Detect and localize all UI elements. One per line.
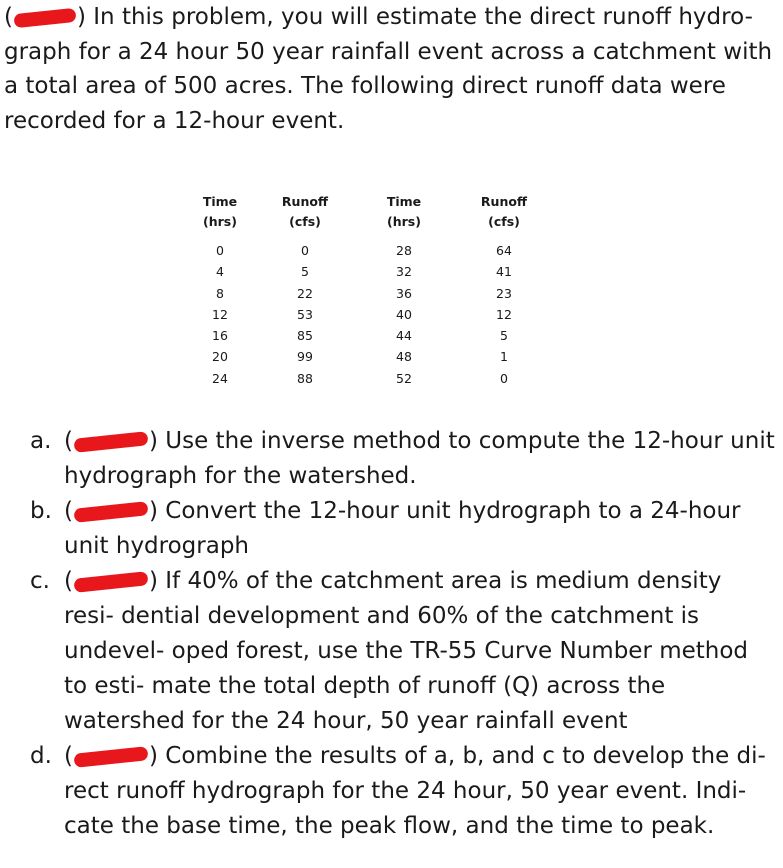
question-list bbox=[30, 424, 778, 844]
table-cell: 16 bbox=[212, 328, 228, 344]
question-body: ( ) Combine the results of a, b, and c to develop the di- rect runoff hydrograph for the 24 hour, 50 year event. Indi- cate the base time, the peak flow, and the time to peak. bbox=[64, 743, 766, 839]
table-cell: 0 bbox=[500, 370, 508, 386]
table-row bbox=[180, 346, 550, 367]
table-cell: 22 bbox=[297, 285, 313, 301]
question-body: ( ) If 40% of the catchment area is medium density resi- dential development and 60% of the catchment is undevel- oped forest, use the TR-55 Curve Number method to esti- mate the total depth of runoff (Q) across the watershed for the 24 hour, 50 year rainfall event bbox=[64, 568, 749, 734]
question-text: ) Use the inverse method to compute the 12-hour unit hydrograph for the watershed. bbox=[64, 428, 775, 489]
table-cell: 48 bbox=[396, 349, 412, 365]
redaction-mark bbox=[73, 501, 148, 523]
table-row bbox=[180, 261, 550, 282]
table-cell: 52 bbox=[396, 370, 412, 386]
intro-open-paren: ( bbox=[4, 4, 13, 30]
table-cell: 0 bbox=[301, 243, 309, 258]
question-letter: b. bbox=[30, 498, 52, 524]
question-text: ) Convert the 12-hour unit hydrograph to a 24-hour unit hydrograph bbox=[64, 498, 741, 559]
question-text: ) If 40% of the catchment area is medium density resi- dential development and 60% of the catchment is undevel- oped forest, use the TR-55 Curve Number method to esti- mate the total depth of runoff (Q) across the watershed for the 24 hour, 50 year rainfall event bbox=[64, 568, 749, 734]
table-cell: 41 bbox=[496, 264, 512, 280]
table-cell: 1 bbox=[500, 349, 508, 365]
table-cell: 32 bbox=[396, 264, 412, 280]
table-cell: 88 bbox=[297, 370, 313, 386]
table-row bbox=[180, 368, 550, 389]
question-body: ( ) Convert the 12-hour unit hydrograph to a 24-hour unit hydrograph bbox=[64, 498, 741, 559]
table-cell: 36 bbox=[396, 285, 412, 301]
table-cell: 12 bbox=[496, 306, 512, 322]
header-runoff-2: Runoff (cfs) bbox=[480, 194, 528, 229]
table-cell: 24 bbox=[212, 370, 228, 386]
table-cell: 12 bbox=[212, 306, 228, 322]
table-cell: 8 bbox=[216, 285, 224, 301]
runoff-data-table-wrap bbox=[180, 192, 550, 389]
table-header-row bbox=[180, 192, 550, 240]
redaction-mark bbox=[73, 431, 148, 453]
problem-intro bbox=[4, 0, 776, 138]
table-row bbox=[180, 325, 550, 346]
table-cell: 28 bbox=[396, 243, 412, 258]
table-cell: 40 bbox=[396, 306, 412, 322]
redaction-mark bbox=[73, 746, 148, 768]
question-c bbox=[30, 564, 778, 739]
header-time-1: Time (hrs) bbox=[202, 194, 238, 229]
table-cell: 53 bbox=[297, 306, 313, 322]
header-time-2: Time (hrs) bbox=[386, 194, 422, 229]
table-cell: 20 bbox=[212, 349, 228, 365]
table-cell: 99 bbox=[297, 349, 313, 365]
table-row bbox=[180, 240, 550, 261]
question-letter: a. bbox=[30, 428, 52, 454]
question-letter: c. bbox=[30, 568, 50, 594]
redaction-mark bbox=[13, 7, 76, 27]
question-d bbox=[30, 739, 778, 844]
question-letter: d. bbox=[30, 743, 52, 769]
question-b bbox=[30, 494, 778, 564]
table-cell: 64 bbox=[496, 243, 512, 258]
table-cell: 85 bbox=[297, 328, 313, 344]
question-a bbox=[30, 424, 778, 494]
table-cell: 5 bbox=[301, 264, 309, 280]
intro-text: ) In this problem, you will estimate the direct runoff hydro- graph for a 24 hour 50 year rainfall event across a catchment with a total area of 500 acres. The following direct runoff data were recorded for a 12-hour event. bbox=[4, 4, 773, 134]
table-row bbox=[180, 304, 550, 325]
runoff-data-table bbox=[180, 192, 550, 389]
table-cell: 44 bbox=[396, 328, 412, 344]
header-runoff-1: Runoff (cfs) bbox=[281, 194, 329, 229]
table-cell: 23 bbox=[496, 285, 512, 301]
question-text: ) Combine the results of a, b, and c to develop the di- rect runoff hydrograph for the 24 hour, 50 year event. Indi- cate the base time, the peak flow, and the time to peak. bbox=[64, 743, 766, 839]
table-cell: 4 bbox=[216, 264, 224, 280]
table-cell: 0 bbox=[216, 243, 224, 258]
redaction-mark bbox=[73, 571, 148, 593]
table-row bbox=[180, 283, 550, 304]
question-body: ( ) Use the inverse method to compute the 12-hour unit hydrograph for the watershed. bbox=[64, 428, 775, 489]
table-cell: 5 bbox=[500, 328, 508, 344]
